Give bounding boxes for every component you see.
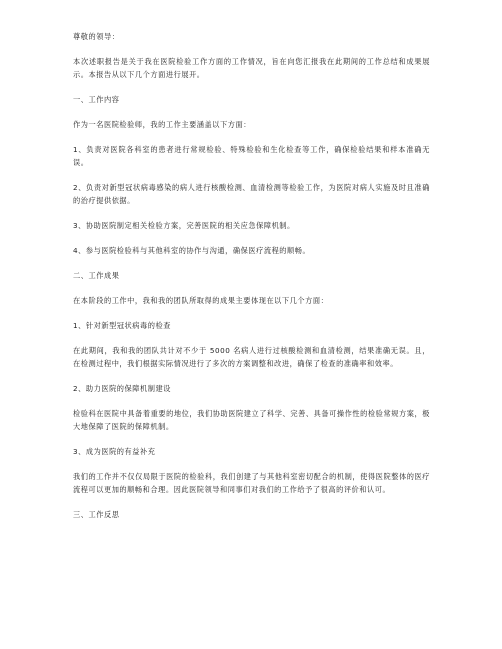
results-paragraph-1: 在此期间，我和我的团队共计对不少于 5000 名病人进行过核酸检测和血清检测，结果准确无误。且，在检测过程中，我们根据实际情况进行了多次的方案调整和改进，确保了检查的准确率和效率。 bbox=[73, 346, 430, 368]
work-content-item-1: 1、负责对医院各科室的患者进行常规检验、特殊检验和生化检查等工作，确保检验结果和样本准确无误。 bbox=[73, 145, 430, 167]
section-heading-work-results: 二、工作成果 bbox=[73, 271, 120, 280]
intro-paragraph: 本次述职报告是关于我在医院检验工作方面的工作情况，旨在向您汇报我在此期间的工作总结和成果展示。本报告从以下几个方面进行展开。 bbox=[73, 57, 430, 79]
section-heading-work-reflection: 三、工作反思 bbox=[73, 510, 120, 519]
work-content-intro: 作为一名医院检验师，我的工作主要涵盖以下方面： bbox=[73, 120, 251, 129]
results-subheading-2: 2、助力医院的保障机制建设 bbox=[73, 384, 171, 393]
work-content-item-2: 2、负责对新型冠状病毒感染的病人进行核酸检测、血清检测等检验工作，为医院对病人实施及时且准确的治疗提供依据。 bbox=[73, 183, 430, 205]
salutation: 尊敬的领导： bbox=[73, 32, 120, 41]
work-content-item-3: 3、协助医院制定相关检验方案，完善医院的相关应急保障机制。 bbox=[73, 221, 295, 230]
section-heading-work-content: 一、工作内容 bbox=[73, 95, 120, 104]
results-paragraph-2: 检验科在医院中具备着重要的地位，我们协助医院建立了科学、完善、具备可操作性的检验常规方案，极大地保障了医院的保障机制。 bbox=[73, 409, 430, 431]
results-paragraph-3: 我们的工作并不仅仅局限于医院的检验科，我们创建了与其他科室密切配合的机制，使得医院整体的医疗流程可以更加的顺畅和合理。因此医院领导和同事们对我们的工作给予了很高的评价和认可。 bbox=[73, 472, 430, 494]
results-subheading-1: 1、针对新型冠状病毒的检查 bbox=[73, 321, 171, 330]
results-subheading-3: 3、成为医院的有益补充 bbox=[73, 447, 156, 456]
work-content-item-4: 4、参与医院检验科与其他科室的协作与沟通，确保医疗流程的顺畅。 bbox=[73, 246, 311, 255]
work-results-intro: 在本阶段的工作中，我和我的团队所取得的成果主要体现在以下几个方面： bbox=[73, 296, 329, 305]
report-body bbox=[73, 30, 430, 533]
